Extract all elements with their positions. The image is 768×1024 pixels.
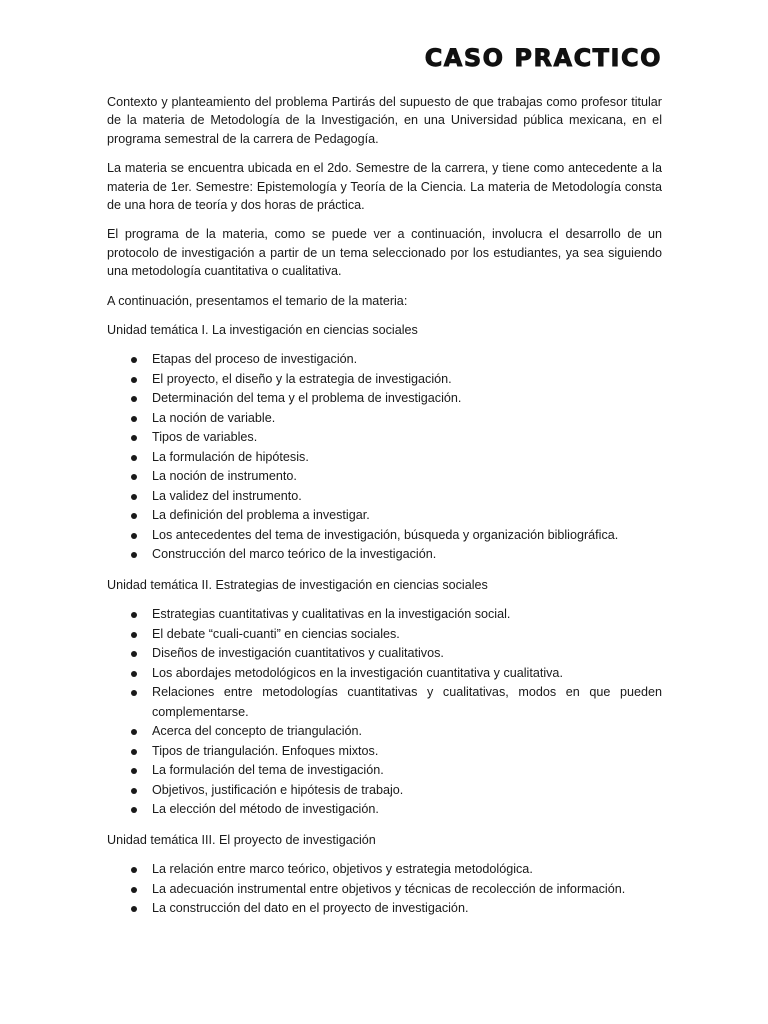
bullet-icon — [131, 729, 137, 735]
topic-item — [107, 506, 662, 526]
topic-text: La formulación de hipótesis. — [152, 449, 309, 464]
topic-text: Relaciones entre metodologías cuantitativas y cualitativas, modos en que pueden complementarse. — [152, 685, 662, 719]
topic-text: La definición del problema a investigar. — [152, 508, 370, 523]
page-title: CASO PRACTICO — [424, 44, 662, 72]
topic-text: La formulación del tema de investigación. — [152, 763, 384, 778]
topic-item — [107, 409, 662, 429]
bullet-icon — [131, 612, 137, 618]
unit-section — [107, 831, 662, 919]
topic-text: La elección del método de investigación. — [152, 802, 379, 817]
topic-text: Diseños de investigación cuantitativos y cualitativos. — [152, 646, 444, 661]
topic-text: Acerca del concepto de triangulación. — [152, 724, 363, 739]
bullet-icon — [131, 377, 137, 383]
bullet-icon — [131, 474, 137, 480]
course-location-paragraph: La materia se encuentra ubicada en el 2do. Semestre de la carrera, y tiene como antecedente a la materia de 1er. Semestre: Epistemología y Teoría de la Ciencia. La materia de Metodología consta de una hora de teoría y dos horas de práctica. — [107, 161, 662, 213]
topic-item — [107, 545, 662, 565]
topic-text: La noción de instrumento. — [152, 469, 297, 484]
bullet-icon — [131, 416, 137, 422]
bullet-icon — [131, 788, 137, 794]
bullet-icon — [131, 906, 137, 912]
program-paragraph: El programa de la materia, como se puede ver a continuación, involucra el desarrollo de un protocolo de investigación a partir de un tema seleccionado por los estudiantes, ya sea siguiendo una metodología cuantitativa o cualitativa. — [107, 227, 662, 279]
topic-text: Etapas del proceso de investigación. — [152, 352, 358, 367]
bullet-icon — [131, 533, 137, 539]
topic-item — [107, 664, 662, 684]
topic-text: Tipos de variables. — [152, 430, 258, 445]
topic-item — [107, 742, 662, 762]
topic-item — [107, 899, 662, 919]
bullet-icon — [131, 867, 137, 873]
bullet-icon — [131, 357, 137, 363]
topic-text: La adecuación instrumental entre objetivos y técnicas de recolección de información. — [152, 881, 626, 896]
bullet-icon — [131, 807, 137, 813]
syllabus-intro-paragraph: A continuación, presentamos el temario de la materia: — [107, 293, 408, 308]
topic-item — [107, 370, 662, 390]
unit-topic-list — [107, 350, 662, 565]
unit-topic-list — [107, 860, 662, 919]
topic-item — [107, 644, 662, 664]
topic-text: Determinación del tema y el problema de investigación. — [152, 391, 462, 406]
topic-item — [107, 605, 662, 625]
unit-heading: Unidad temática III. El proyecto de investigación — [107, 832, 376, 847]
topic-text: Construcción del marco teórico de la investigación. — [152, 547, 437, 562]
topic-item — [107, 389, 662, 409]
unit-heading: Unidad temática II. Estrategias de investigación en ciencias sociales — [107, 577, 488, 592]
topic-item — [107, 428, 662, 448]
bullet-icon — [131, 396, 137, 402]
topic-item — [107, 722, 662, 742]
topic-item — [107, 683, 662, 722]
bullet-icon — [131, 690, 137, 696]
bullet-icon — [131, 455, 137, 461]
bullet-icon — [131, 552, 137, 558]
bullet-icon — [131, 513, 137, 519]
topic-text: Objetivos, justificación e hipótesis de trabajo. — [152, 782, 404, 797]
topic-item — [107, 781, 662, 801]
topic-text: La noción de variable. — [152, 410, 276, 425]
topic-text: La construcción del dato en el proyecto de investigación. — [152, 901, 469, 916]
topic-item — [107, 761, 662, 781]
bullet-icon — [131, 749, 137, 755]
topic-item — [107, 880, 662, 900]
topic-text: La relación entre marco teórico, objetivos y estrategia metodológica. — [152, 862, 533, 877]
unit-topic-list — [107, 605, 662, 820]
topic-text: El debate “cuali-cuanti” en ciencias sociales. — [152, 626, 400, 641]
unit-section — [107, 576, 662, 820]
topic-text: Los abordajes metodológicos en la investigación cuantitativa y cualitativa. — [152, 665, 563, 680]
topic-text: El proyecto, el diseño y la estrategia de investigación. — [152, 371, 452, 386]
bullet-icon — [131, 435, 137, 441]
topic-item — [107, 487, 662, 507]
bullet-icon — [131, 632, 137, 638]
unit-heading: Unidad temática I. La investigación en ciencias sociales — [107, 323, 418, 338]
bullet-icon — [131, 671, 137, 677]
topic-item — [107, 448, 662, 468]
topic-text: Tipos de triangulación. Enfoques mixtos. — [152, 743, 379, 758]
topic-item — [107, 860, 662, 880]
bullet-icon — [131, 651, 137, 657]
topic-item — [107, 350, 662, 370]
topic-item — [107, 467, 662, 487]
topic-item — [107, 625, 662, 645]
topic-text: La validez del instrumento. — [152, 488, 302, 503]
bullet-icon — [131, 494, 137, 500]
document-body — [107, 93, 662, 930]
topic-text: Estrategias cuantitativas y cualitativas en la investigación social. — [152, 607, 511, 622]
topic-text: Los antecedentes del tema de investigación, búsqueda y organización bibliográfica. — [152, 527, 619, 542]
topic-item — [107, 526, 662, 546]
intro-paragraph: Contexto y planteamiento del problema Partirás del supuesto de que trabajas como profesor titular de la materia de Metodología de la Investigación, en una Universidad pública mexicana, en el programa semestral de la carrera de Pedagogía. — [107, 95, 662, 146]
unit-section — [107, 321, 662, 565]
topic-item — [107, 800, 662, 820]
bullet-icon — [131, 768, 137, 774]
bullet-icon — [131, 887, 137, 893]
